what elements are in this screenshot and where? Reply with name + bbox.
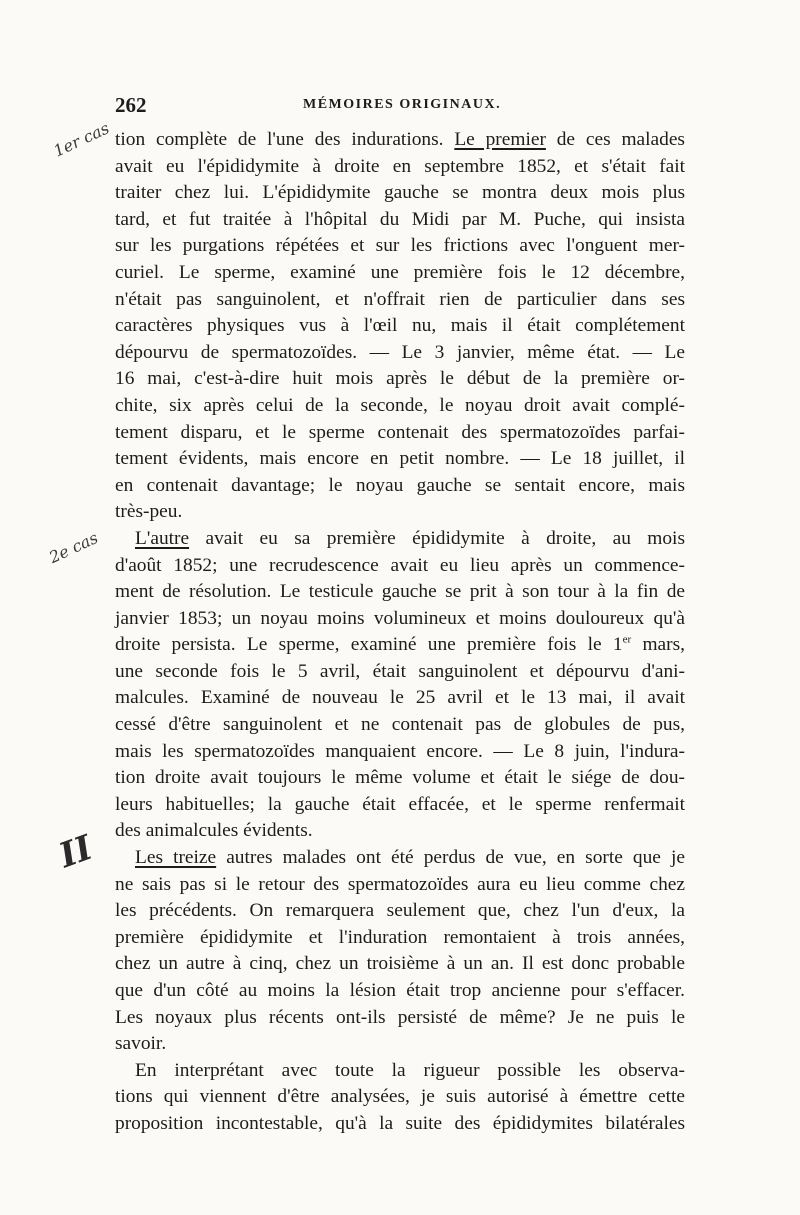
page-header	[115, 93, 685, 117]
text-line: tard, et fut traitée à l'hôpital du Midi par M. Puche, qui insista	[115, 208, 685, 230]
text-line: traiter chez lui. L'épididymite gauche se montra deux mois plus	[115, 182, 685, 204]
text-line: 16 mai, c'est-à-dire huit mois après le début de la première or-	[115, 368, 685, 390]
margin-note-first-case: 1er cas	[50, 118, 113, 161]
text-line: des animalcules évidents.	[115, 820, 313, 842]
text-line: chez un autre à cinq, chez un troisième à un an. Il est donc probable	[115, 953, 685, 975]
text-line: tement évidents, mais encore en petit nombre. — Le 18 juillet, il	[115, 448, 685, 470]
text-line: malcules. Examiné de nouveau le 25 avril et le 13 mai, il avait	[115, 687, 685, 709]
text-line: les précédents. On remarquera seulement que, chez l'un d'eux, la	[115, 900, 685, 922]
text-line: que d'un côté au moins la lésion était trop ancienne pour s'effacer.	[115, 980, 685, 1001]
text-line: ment de résolution. Le testicule gauche se prit à son tour à la fin de	[115, 581, 685, 603]
text-line: caractères physiques vus à l'œil nu, mais il était complétement	[115, 315, 685, 337]
text-line: proposition incontestable, qu'à la suite des épididymites bilatérales	[115, 1112, 685, 1134]
text-line: tions qui viennent d'être analysées, je suis autorisé à émettre cette	[115, 1086, 685, 1108]
text-line: savoir.	[115, 1033, 167, 1055]
text-line: leurs habituelles; la gauche était effacée, et le sperme renfermait	[115, 793, 685, 815]
text-line: dépourvu de spermatozoïdes. — Le 3 janvier, même état. — Le	[115, 341, 685, 363]
text-line: tion droite avait toujours le même volume et était le siége de dou-	[115, 767, 685, 789]
text-line: d'août 1852; une recrudescence avait eu lieu après un commence-	[115, 554, 685, 576]
margin-roman-numeral: II	[54, 827, 98, 877]
text-line: sur les purgations répétées et sur les frictions avec l'onguent mer-	[115, 235, 685, 257]
underlined-phrase: L'autre	[135, 527, 190, 549]
body-text	[115, 127, 685, 1138]
underlined-phrase: Le premier	[454, 129, 546, 150]
text-line: Les treize autres malades ont été perdus de vue, en sorte que je	[135, 847, 685, 869]
text-line: En interprétant avec toute la rigueur possible les observa-	[135, 1059, 685, 1081]
text-line: janvier 1853; un noyau moins volumineux et moins douloureux qu'à	[115, 607, 685, 629]
text-line: cessé d'être sanguinolent et ne contenait pas de globules de pus,	[115, 714, 685, 736]
text-line: L'autre avait eu sa première épididymite à droite, au mois	[135, 527, 685, 549]
text-line: une seconde fois le 5 avril, était sanguinolent et dépourvu d'ani-	[115, 660, 685, 682]
text-line: curiel. Le sperme, examiné une première fois le 12 décembre,	[115, 261, 685, 283]
text-line: droite persista. Le sperme, examiné une première fois le 1er mars,	[115, 633, 685, 656]
text-line: mais les spermatozoïdes manquaient encore. — Le 8 juin, l'indura-	[115, 740, 685, 762]
margin-note-second-case: 2e cas	[46, 528, 101, 568]
text-line: chite, six après celui de la seconde, le noyau droit avait complé-	[115, 394, 685, 416]
text-line: en contenait davantage; le noyau gauche se sentait encore, mais	[115, 474, 685, 496]
running-head: MÉMOIRES ORIGINAUX.	[303, 97, 502, 112]
text-line: tement disparu, et le sperme contenait des spermatozoïdes parfai-	[115, 421, 685, 443]
page-number: 262	[115, 93, 147, 117]
underlined-phrase: Les treize	[135, 847, 217, 869]
text-line: Les noyaux plus récents ont-ils persisté de même? Je ne puis le	[115, 1006, 685, 1028]
text-line: tion complète de l'une des indurations. Le premier de ces malades	[115, 129, 685, 150]
text-line: très-peu.	[115, 501, 183, 523]
text-line: ne sais pas si le retour des spermatozoïdes aura eu lieu comme chez	[115, 873, 685, 895]
text-line: n'était pas sanguinolent, et n'offrait rien de particulier dans ses	[115, 288, 685, 310]
text-line: première épididymite et l'induration remontaient à trois années,	[115, 926, 685, 948]
text-line: avait eu l'épididymite à droite en septembre 1852, et s'était fait	[115, 155, 685, 177]
